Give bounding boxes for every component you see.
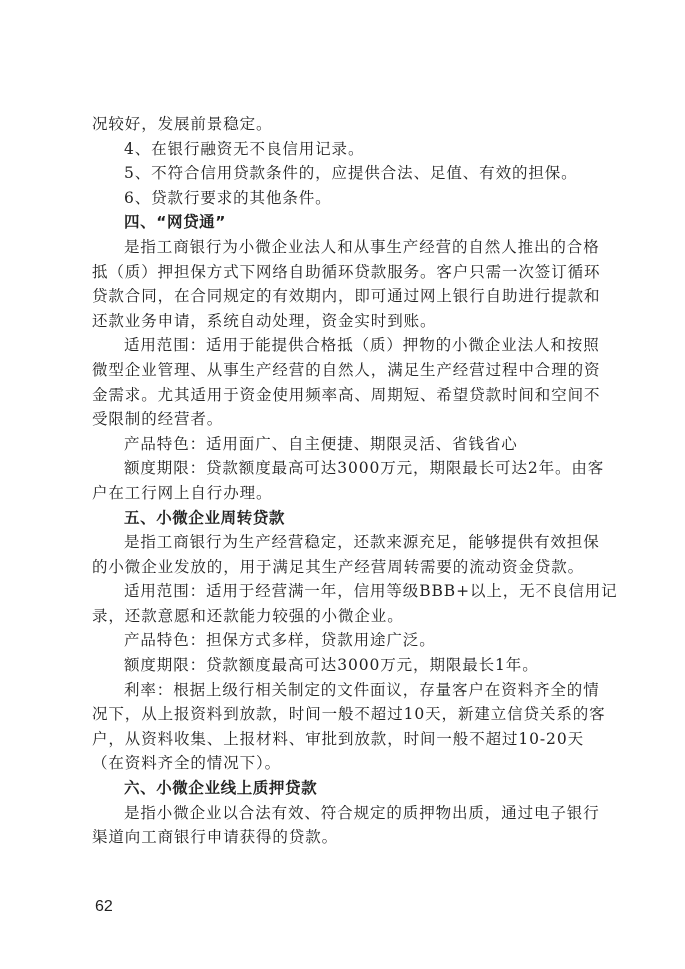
text-line: 受限制的经营者。 bbox=[92, 410, 224, 429]
section-heading: 六、小微企业线上质押贷款 bbox=[124, 779, 318, 798]
text-line: 额度期限：贷款额度最高可达3000万元，期限最长可达2年。由客 bbox=[124, 459, 605, 478]
section-heading: 四、“网贷通” bbox=[124, 213, 227, 232]
text-line: 适用范围：适用于经营满一年，信用等级BBB+以上，无不良信用记 bbox=[124, 582, 618, 601]
text-line: 贷款合同，在合同规定的有效期内，即可通过网上银行自助进行提款和 bbox=[92, 287, 601, 306]
text-line: 况较好，发展前景稳定。 bbox=[92, 115, 273, 133]
text-line: 4、在银行融资无不良信用记录。 bbox=[124, 139, 365, 158]
text-line: 微型企业管理、从事生产经营的自然人，满足生产经营过程中合理的资 bbox=[92, 360, 601, 379]
text-line: 是指工商银行为小微企业法人和从事生产经营的自然人推出的合格 bbox=[124, 237, 600, 256]
text-line: （在资料齐全的情况下）。 bbox=[92, 754, 282, 773]
text-line: 5、不符合信用贷款条件的，应提供合法、足值、有效的担保。 bbox=[124, 164, 578, 183]
text-line: 利率：根据上级行相关制定的文件面议，存量客户在资料齐全的情 bbox=[124, 680, 600, 699]
text-line: 渠道向工商银行申请获得的贷款。 bbox=[92, 828, 339, 847]
body-text bbox=[92, 112, 618, 850]
text-line: 适用范围：适用于能提供合格抵（质）押物的小微企业法人和按照 bbox=[124, 336, 600, 355]
section-heading: 五、小微企业周转贷款 bbox=[124, 508, 286, 527]
text-line: 况下，从上报资料到放款，时间一般不超过10天，新建立信贷关系的客 bbox=[92, 705, 606, 724]
text-line: 户在工行网上自行办理。 bbox=[92, 483, 273, 502]
text-line: 产品特色：担保方式多样，贷款用途广泛。 bbox=[124, 631, 436, 650]
text-line: 是指小微企业以合法有效、符合规定的质押物出质，通过电子银行 bbox=[124, 803, 600, 822]
text-line: 产品特色：适用面广、自主便捷、期限灵活、省钱省心 bbox=[124, 434, 518, 453]
text-line: 是指工商银行为生产经营稳定，还款来源充足，能够提供有效担保 bbox=[124, 533, 600, 552]
text-line: 6、贷款行要求的其他条件。 bbox=[124, 188, 332, 207]
page-number: 62 bbox=[95, 898, 113, 915]
text-line: 金需求。尤其适用于资金使用频率高、周期短、希望贷款时间和空间不 bbox=[92, 385, 601, 404]
text-line: 抵（质）押担保方式下网络自助循环贷款服务。客户只需一次签订循环 bbox=[92, 262, 601, 281]
text-line: 录，还款意愿和还款能力较强的小微企业。 bbox=[92, 606, 404, 625]
text-line: 额度期限：贷款额度最高可达3000万元，期限最长1年。 bbox=[124, 656, 539, 675]
text-line: 还款业务申请，系统自动处理，资金实时到账。 bbox=[92, 311, 437, 330]
text-line: 的小微企业发放的，用于满足其生产经营周转需要的流动资金贷款。 bbox=[92, 557, 585, 576]
text-line: 户，从资料收集、上报材料、审批到放款，时间一般不超过10-20天 bbox=[92, 729, 584, 748]
